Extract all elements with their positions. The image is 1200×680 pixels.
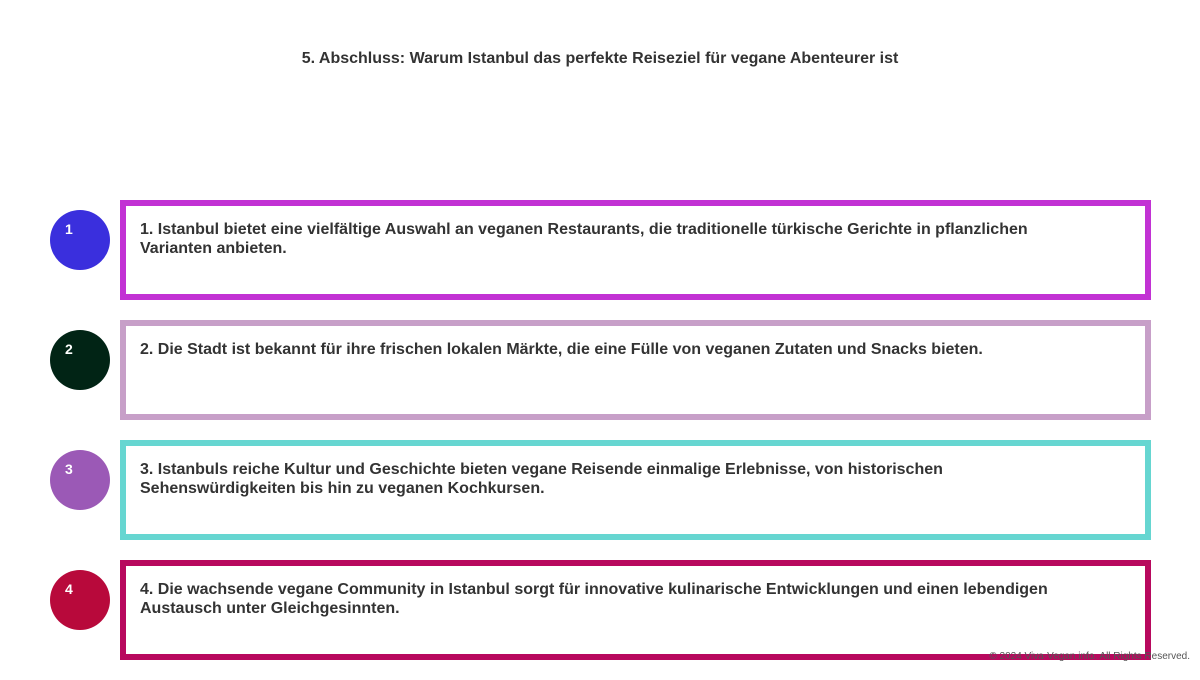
number-badge <box>50 330 110 390</box>
list-item <box>0 320 1200 420</box>
number-badge <box>50 570 110 630</box>
text-box <box>120 320 1151 420</box>
page-title: 5. Abschluss: Warum Istanbul das perfekte Reiseziel für vegane Abenteurer ist <box>301 50 899 67</box>
list-item <box>0 440 1200 540</box>
list-item <box>0 560 1200 660</box>
number-label: 4 <box>65 581 73 597</box>
number-badge <box>50 450 110 510</box>
item-text: 1. Istanbul bietet eine vielfältige Auswahl an veganen Restaurants, die traditionelle türkische Gerichte in pflanzlichen Varianten anbieten. <box>140 221 1028 257</box>
text-box <box>120 560 1151 660</box>
item-text: 4. Die wachsende vegane Community in Istanbul sorgt für innovative kulinarische Entwicklungen und einen lebendigen Austausch unter Gleichgesinnten. <box>140 581 1048 617</box>
number-badge <box>50 210 110 270</box>
number-label: 1 <box>65 221 73 237</box>
number-label: 3 <box>65 461 73 477</box>
item-text: 3. Istanbuls reiche Kultur und Geschichte bieten vegane Reisende einmalige Erlebnisse, von historischen Sehenswürdigkeiten bis hin zu veganen Kochkursen. <box>140 461 943 497</box>
item-text: 2. Die Stadt ist bekannt für ihre frischen lokalen Märkte, die eine Fülle von veganen Zutaten und Snacks bieten. <box>140 341 983 358</box>
number-label: 2 <box>65 341 73 357</box>
text-box <box>120 200 1151 300</box>
text-box <box>120 440 1151 540</box>
list-item <box>0 200 1200 300</box>
copyright-footer: © 2024 Viva-Vegan.info. All Rights Reserved. <box>989 651 1190 662</box>
